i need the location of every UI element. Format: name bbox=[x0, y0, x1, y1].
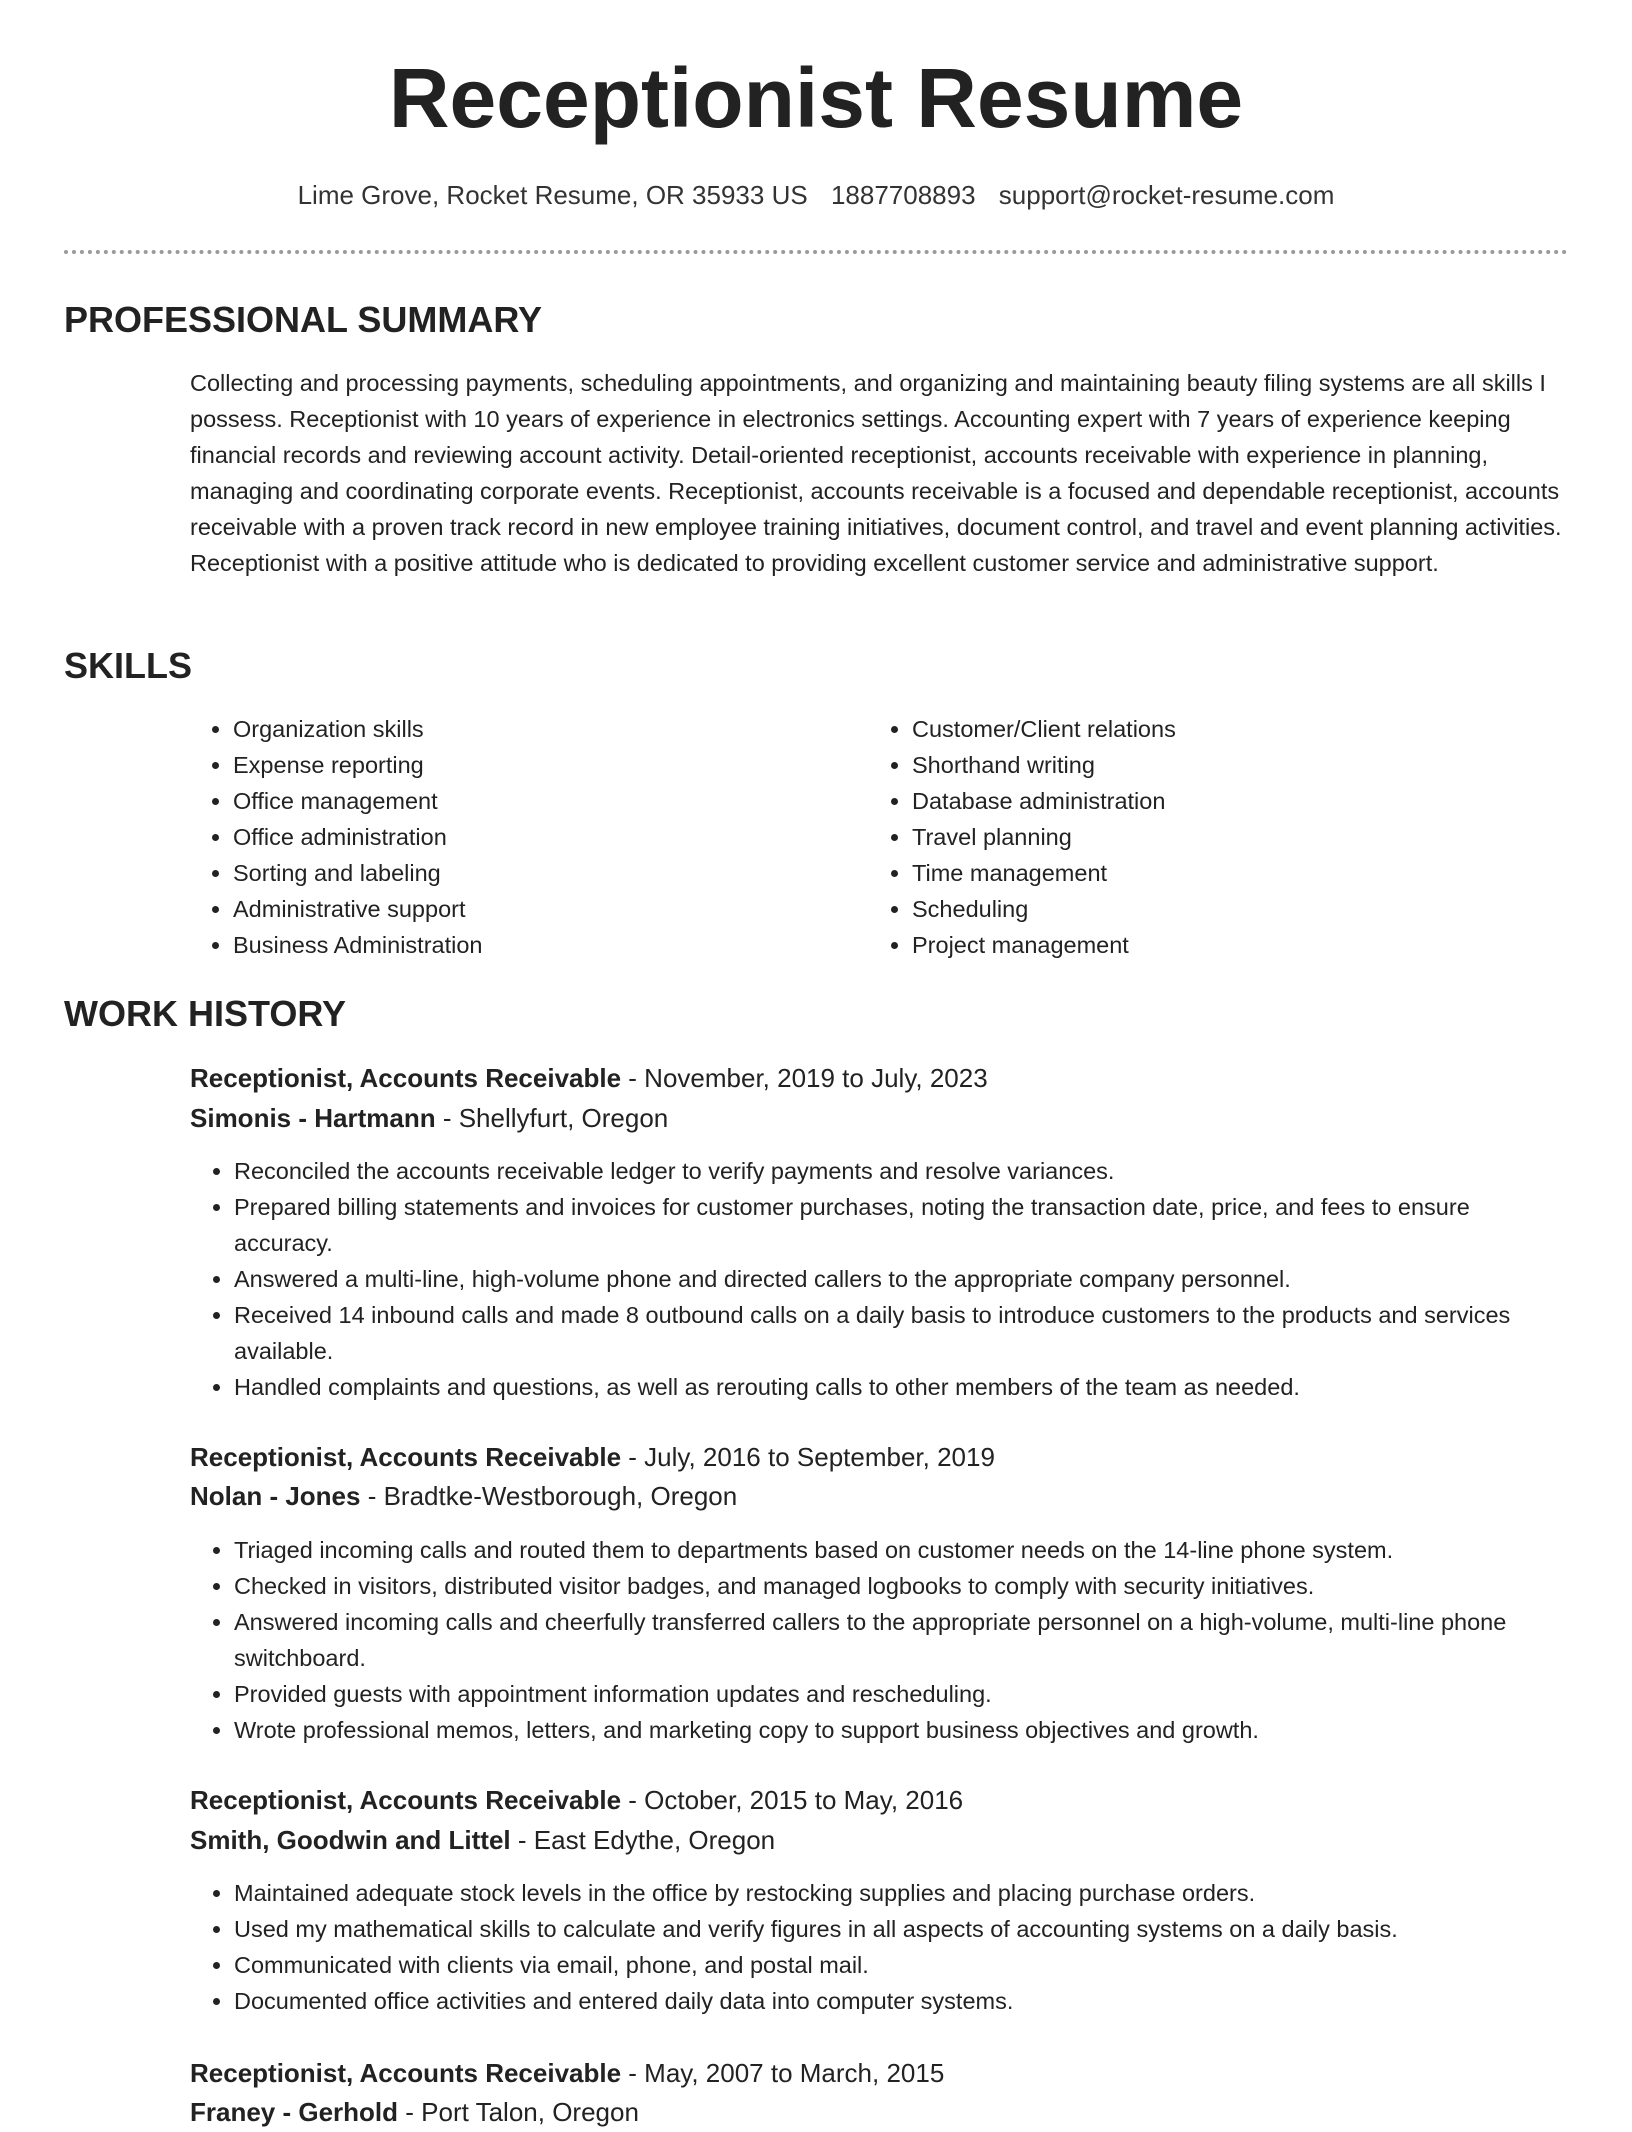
job-location: - East Edythe, Oregon bbox=[510, 1825, 776, 1855]
header-divider bbox=[64, 250, 1568, 254]
skill-item: • Business Administration bbox=[233, 927, 829, 963]
job-company: Nolan - Jones bbox=[190, 1481, 361, 1511]
job-dates: - May, 2007 to March, 2015 bbox=[621, 2058, 945, 2088]
skill-item: • Database administration bbox=[912, 783, 1568, 819]
job-title-line bbox=[190, 1780, 1570, 1820]
resume-title: Receptionist Resume bbox=[388, 51, 1244, 145]
job-bullets bbox=[190, 1532, 1570, 1748]
skill-item: • Administrative support bbox=[233, 891, 829, 927]
job-company: Simonis - Hartmann bbox=[190, 1103, 436, 1133]
job-bullet: • Received 14 inbound calls and made 8 outbound calls on a daily basis to introduce customers to the products and services available. bbox=[234, 1297, 1570, 1369]
skill-item: • Time management bbox=[912, 855, 1568, 891]
skill-item: • Shorthand writing bbox=[912, 747, 1568, 783]
job-company-line bbox=[190, 2092, 1570, 2132]
skill-item: • Sorting and labeling bbox=[233, 855, 829, 891]
contact-address: Lime Grove, Rocket Resume, OR 35933 US bbox=[297, 180, 808, 210]
skill-item: • Customer/Client relations bbox=[912, 711, 1568, 747]
job-company-line bbox=[190, 1820, 1570, 1860]
skill-item: • Office administration bbox=[233, 819, 829, 855]
job-bullet: • Handled complaints and questions, as well as rerouting calls to other members of the team as needed. bbox=[234, 1369, 1570, 1405]
contact-line bbox=[0, 180, 1632, 211]
job-bullet: • Wrote professional memos, letters, and marketing copy to support business objectives and growth. bbox=[234, 1712, 1570, 1748]
job-bullets bbox=[190, 1875, 1570, 2019]
job-bullet: • Triaged incoming calls and routed them to departments based on customer needs on the 14-line phone system. bbox=[234, 1532, 1570, 1568]
job-title-line bbox=[190, 2053, 1570, 2093]
summary-heading: PROFESSIONAL SUMMARY bbox=[64, 299, 543, 340]
job-title: Receptionist, Accounts Receivable bbox=[190, 1442, 622, 1472]
job-bullet: • Used my mathematical skills to calculate and verify figures in all aspects of accounting systems on a daily basis. bbox=[234, 1911, 1570, 1947]
skills-right-column bbox=[868, 711, 1568, 963]
skills-left-column bbox=[189, 711, 829, 963]
job-title: Receptionist, Accounts Receivable bbox=[190, 1785, 622, 1815]
job-bullet: • Provided guests with appointment information updates and rescheduling. bbox=[234, 1676, 1570, 1712]
job-title: Receptionist, Accounts Receivable bbox=[190, 2058, 622, 2088]
job-location: - Bradtke-Westborough, Oregon bbox=[360, 1481, 738, 1511]
job-bullet: • Documented office activities and entered daily data into computer systems. bbox=[234, 1983, 1570, 2019]
job-bullet: • Answered a multi-line, high-volume phone and directed callers to the appropriate company personnel. bbox=[234, 1261, 1570, 1297]
job-bullets bbox=[190, 1153, 1570, 1405]
job-bullet: • Maintained adequate stock levels in the office by restocking supplies and placing purchase orders. bbox=[234, 1875, 1570, 1911]
summary-text: Collecting and processing payments, scheduling appointments, and organizing and maintaining beauty filing systems are all skills I possess. Receptionist with 10 years of experience in electronics settings. Accounting expert with 7 years of experience keeping financial records and reviewing account activity. Detail-oriented receptionist, accounts receivable with experience in planning, managing and coordinating corporate events. Receptionist, accounts receivable is a focused and dependable receptionist, accounts receivable with a proven track record in new employee training initiatives, document control, and travel and event planning activities. Receptionist with a positive attitude who is dedicated to providing excellent customer service and administrative support. bbox=[190, 370, 1562, 576]
skill-item: • Office management bbox=[233, 783, 829, 819]
contact-phone: 1887708893 bbox=[830, 180, 976, 210]
work-history-heading: WORK HISTORY bbox=[64, 993, 347, 1034]
job-company-line bbox=[190, 1476, 1570, 1516]
skills-heading: SKILLS bbox=[64, 645, 193, 686]
skill-item: • Project management bbox=[912, 927, 1568, 963]
job-dates: - November, 2019 to July, 2023 bbox=[621, 1063, 988, 1093]
skill-item: • Expense reporting bbox=[233, 747, 829, 783]
job-bullet: • Reconciled the accounts receivable ledger to verify payments and resolve variances. bbox=[234, 1153, 1570, 1189]
job-bullet: • Prepared billing statements and invoices for customer purchases, noting the transaction date, price, and fees to ensure accuracy. bbox=[234, 1189, 1570, 1261]
skill-item: • Travel planning bbox=[912, 819, 1568, 855]
job-dates: - July, 2016 to September, 2019 bbox=[621, 1442, 995, 1472]
job-bullet: • Checked in visitors, distributed visitor badges, and managed logbooks to comply with security initiatives. bbox=[234, 1568, 1570, 1604]
job-company-line bbox=[190, 1098, 1570, 1138]
job-bullet: • Answered incoming calls and cheerfully transferred callers to the appropriate personnel on a high-volume, multi-line phone switchboard. bbox=[234, 1604, 1570, 1676]
job-company: Smith, Goodwin and Littel bbox=[190, 1825, 511, 1855]
job-title: Receptionist, Accounts Receivable bbox=[190, 1063, 622, 1093]
job-title-line bbox=[190, 1058, 1570, 1098]
job-title-line bbox=[190, 1437, 1570, 1477]
skill-item: • Scheduling bbox=[912, 891, 1568, 927]
job-location: - Port Talon, Oregon bbox=[398, 2097, 639, 2127]
job-company: Franey - Gerhold bbox=[190, 2097, 399, 2127]
contact-email: support@rocket-resume.com bbox=[998, 180, 1335, 210]
job-bullet: • Communicated with clients via email, phone, and postal mail. bbox=[234, 1947, 1570, 1983]
job-location: - Shellyfurt, Oregon bbox=[435, 1103, 669, 1133]
job-dates: - October, 2015 to May, 2016 bbox=[621, 1785, 964, 1815]
skill-item: • Organization skills bbox=[233, 711, 829, 747]
